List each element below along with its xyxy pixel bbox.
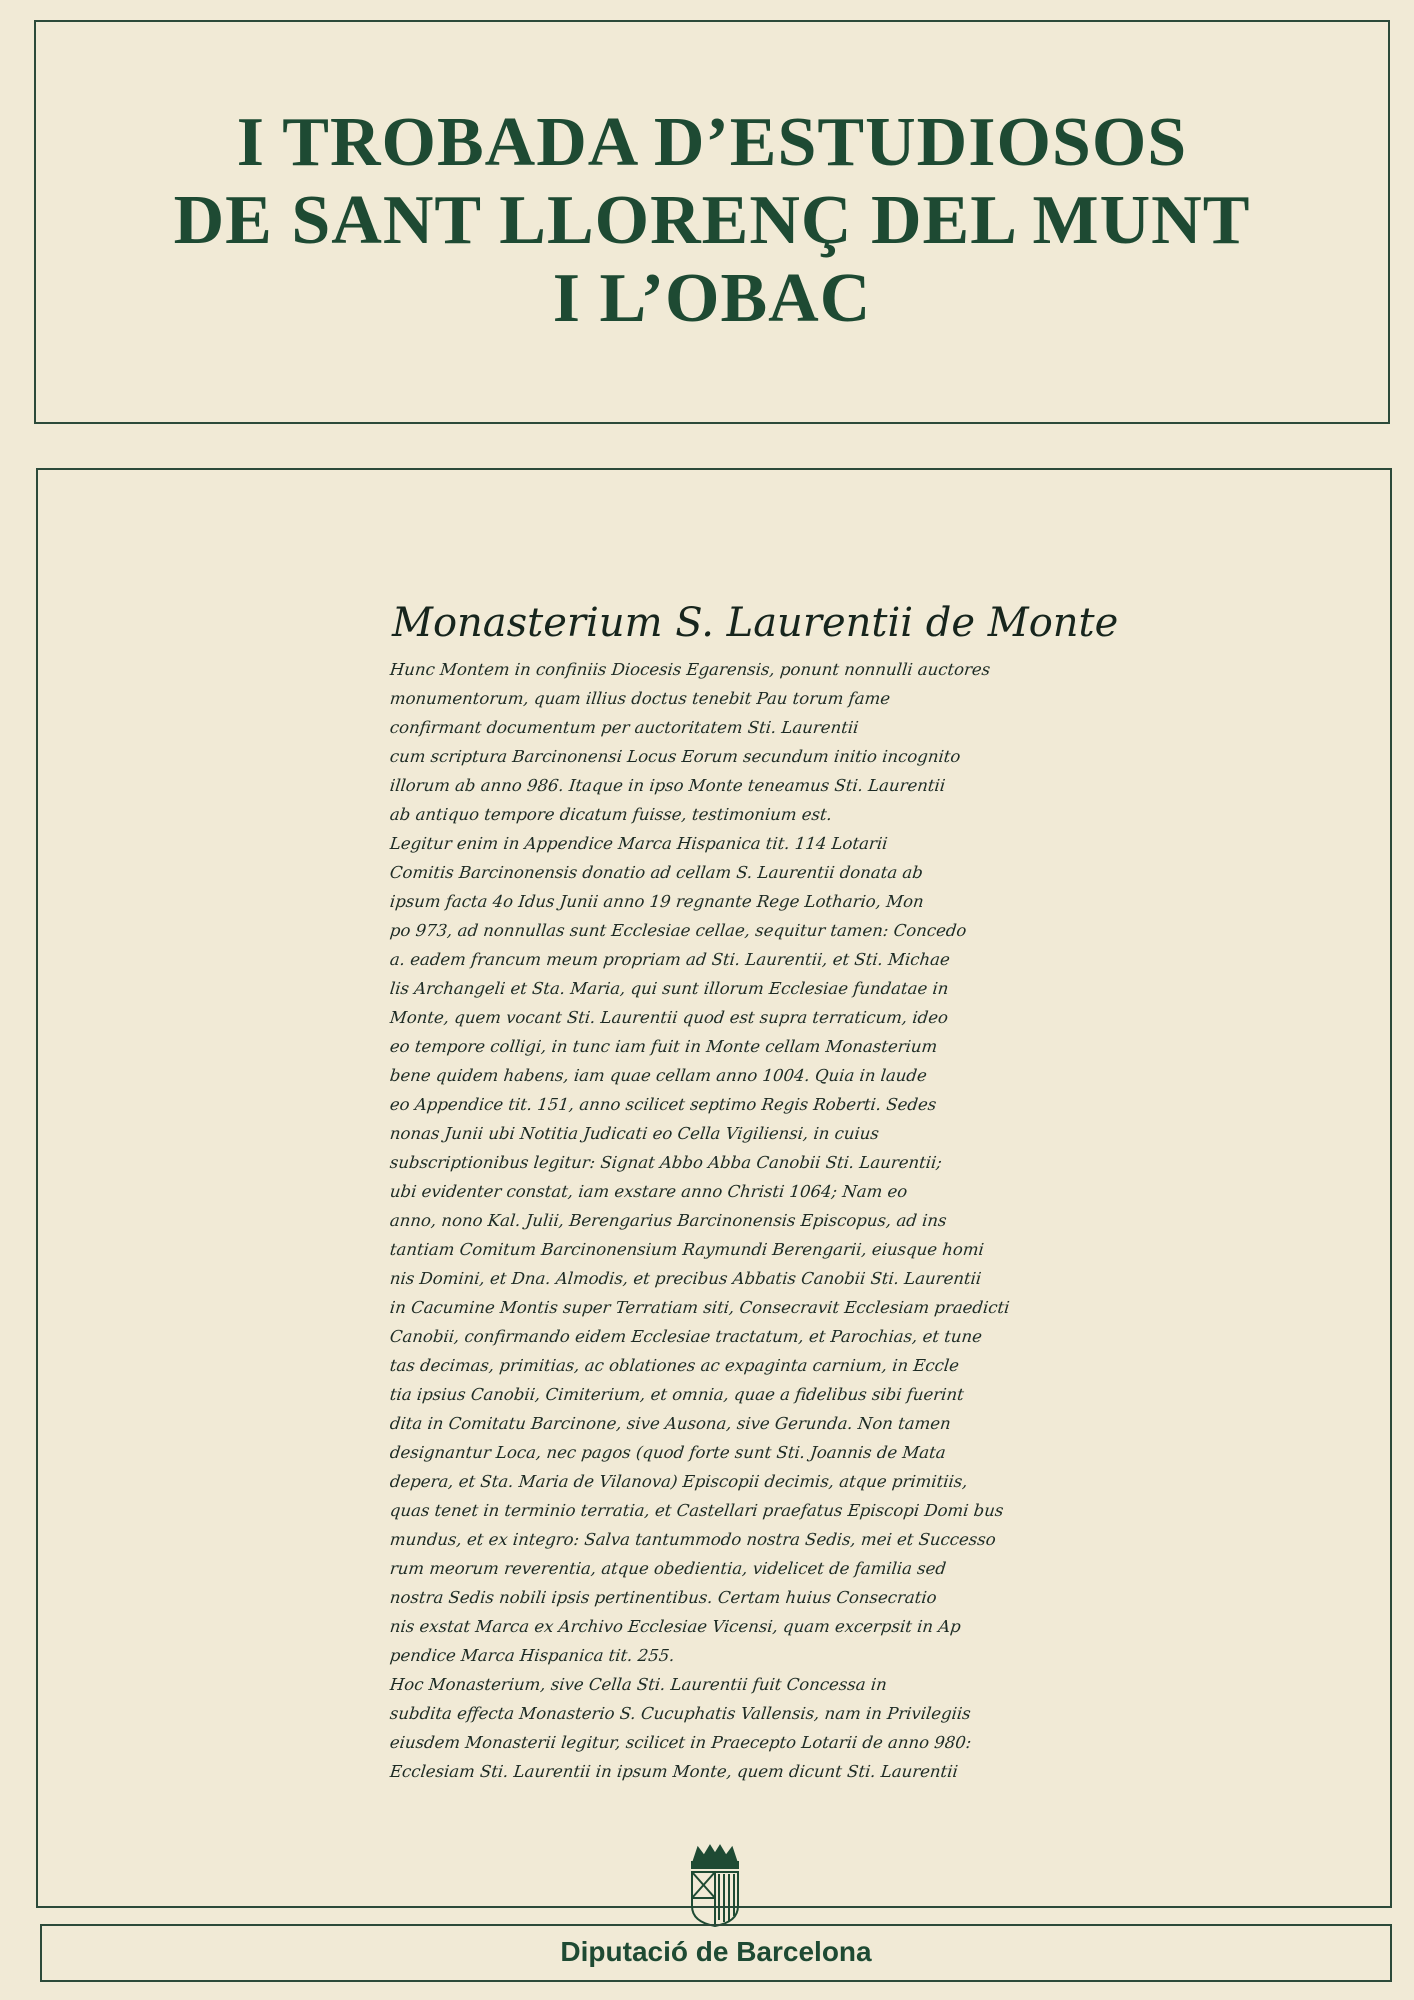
manuscript-line: tia ipsius Canobii, Cimiterium, et omnia, quae a fidelibus sibi fuerint: [389, 1385, 965, 1404]
manuscript-line: nis exstat Marca ex Archivo Ecclesiae Vicensi, quam excerpsit in Ap: [389, 1617, 962, 1636]
manuscript-line: depera, et Sta. Maria de Vilanova) Episcopii decimis, atque primitiis,: [389, 1472, 969, 1491]
manuscript-line: illorum ab anno 986. Itaque in ipso Monte teneamus Sti. Laurentii: [389, 776, 947, 795]
manuscript-line: eiusdem Monasterii legitur, scilicet in Praecepto Lotarii de anno 980:: [389, 1733, 973, 1752]
manuscript-line: po 973, ad nonnullas sunt Ecclesiae cellae, sequitur tamen: Concedo: [389, 921, 968, 940]
manuscript-line: ipsum facta 4o Idus Junii anno 19 regnante Rege Lothario, Mon: [389, 892, 925, 911]
manuscript-line: Monte, quem vocant Sti. Laurentii quod est supra terraticum, ideo: [389, 1008, 949, 1027]
manuscript-text: [390, 655, 1040, 1786]
manuscript-line: anno, nono Kal. Julii, Berengarius Barcinonensis Episcopus, ad ins: [389, 1211, 948, 1230]
manuscript-line: rum meorum reverentia, atque obedientia, videlicet de familia sed: [389, 1559, 948, 1578]
manuscript-line: ubi evidenter constat, iam exstare anno Christi 1064; Nam eo: [389, 1182, 909, 1201]
manuscript-line: monumentorum, quam illius doctus tenebit Pau torum fame: [389, 689, 892, 708]
title-line-3: I L’OBAC: [552, 260, 872, 337]
manuscript-line: mundus, et ex integro: Salva tantummodo nostra Sedis, mei et Successo: [389, 1530, 997, 1549]
manuscript-line: confirmant documentum per auctoritatem Sti. Laurentii: [389, 718, 860, 737]
manuscript-line: a. eadem francum meum propriam ad Sti. Laurentii, et Sti. Michae: [389, 950, 951, 969]
manuscript-line: Canobii, confirmando eidem Ecclesiae tractatum, et Parochias, et tune: [389, 1327, 983, 1346]
manuscript-line: Hunc Montem in confiniis Diocesis Egarensis, ponunt nonnulli auctores: [389, 660, 992, 679]
coat-of-arms-icon: [686, 1842, 744, 1928]
manuscript-line: Hoc Monasterium, sive Cella Sti. Laurentii fuit Concessa in: [389, 1675, 888, 1694]
manuscript-line: ab antiquo tempore dicatum fuisse, testimonium est.: [389, 805, 833, 824]
manuscript-line: pendice Marca Hispanica tit. 255.: [389, 1646, 676, 1665]
manuscript-line: tas decimas, primitias, ac oblationes ac expaginta carnium, in Eccle: [389, 1356, 961, 1375]
manuscript-line: subscriptionibus legitur: Signat Abbo Abba Canobii Sti. Laurentii;: [389, 1153, 943, 1172]
manuscript-heading: Monasterium S. Laurentii de Monte: [392, 600, 1119, 646]
title-line-1: I TROBADA D’ESTUDIOSOS: [236, 104, 1188, 181]
manuscript-line: Comitis Barcinonensis donatio ad cellam S. Laurentii donata ab: [389, 863, 924, 882]
manuscript-line: bene quidem habens, iam quae cellam anno 1004. Quia in laude: [389, 1066, 928, 1085]
manuscript-image: [389, 600, 1119, 1781]
manuscript-line: subdita effecta Monasterio S. Cucuphatis Vallensis, nam in Privilegiis: [389, 1704, 972, 1723]
manuscript-line: designantur Loca, nec pagos (quod forte sunt Sti. Joannis de Mata: [389, 1443, 947, 1462]
manuscript-line: eo tempore colligi, in tunc iam fuit in Monte cellam Monasterium: [389, 1037, 939, 1056]
title-line-2: DE SANT LLORENÇ DEL MUNT: [173, 182, 1251, 259]
manuscript-line: in Cacumine Montis super Terratiam siti, Consecravit Ecclesiam praedicti: [389, 1298, 1011, 1317]
publisher-label: Diputació de Barcelona: [560, 1936, 872, 1967]
manuscript-line: cum scriptura Barcinonensi Locus Eorum secundum initio incognito: [389, 747, 962, 766]
manuscript-line: quas tenet in terminio terratia, et Castellari praefatus Episcopi Domi bus: [389, 1501, 1005, 1520]
manuscript-line: lis Archangeli et Sta. Maria, qui sunt illorum Ecclesiae fundatae in: [389, 979, 950, 998]
manuscript-line: nostra Sedis nobili ipsis pertinentibus. Certam huius Consecratio: [389, 1588, 938, 1607]
cover-title: [34, 104, 1390, 338]
manuscript-line: dita in Comitatu Barcinone, sive Ausona, sive Gerunda. Non tamen: [389, 1414, 952, 1433]
manuscript-line: Ecclesiam Sti. Laurentii in ipsum Monte, quem dicunt Sti. Laurentii: [389, 1762, 959, 1781]
manuscript-line: tantiam Comitum Barcinonensium Raymundi Berengarii, eiusque homi: [389, 1240, 985, 1259]
manuscript-line: eo Appendice tit. 151, anno scilicet septimo Regis Roberti. Sedes: [389, 1095, 938, 1114]
manuscript-line: nis Domini, et Dna. Almodis, et precibus Abbatis Canobii Sti. Laurentii: [389, 1269, 983, 1288]
manuscript-line: Legitur enim in Appendice Marca Hispanica tit. 114 Lotarii: [389, 834, 889, 853]
manuscript-line: nonas Junii ubi Notitia Judicati eo Cella Vigiliensi, in cuius: [389, 1124, 880, 1143]
